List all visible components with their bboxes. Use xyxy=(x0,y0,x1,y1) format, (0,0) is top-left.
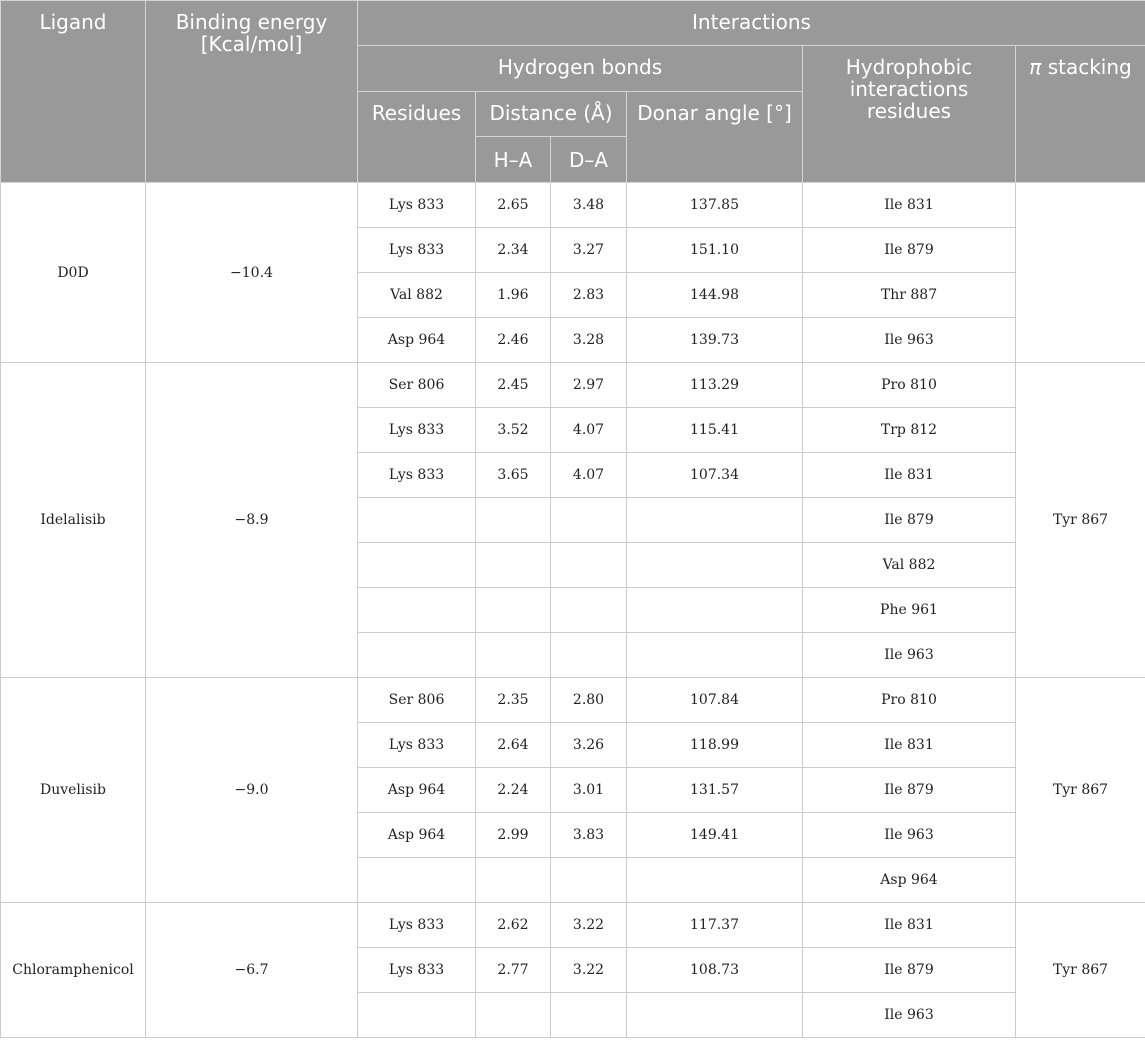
ha-distance-cell: 2.35 xyxy=(476,678,551,723)
pi-stacking-label: stacking xyxy=(1047,55,1132,79)
pi-stacking-cell: Tyr 867 xyxy=(1016,903,1145,1038)
ligand-cell: Chloramphenicol xyxy=(1,903,146,1038)
residue-cell xyxy=(358,543,476,588)
ha-distance-cell: 1.96 xyxy=(476,273,551,318)
donar-angle-cell: 139.73 xyxy=(627,318,803,363)
hydrophobic-residue-cell: Ile 879 xyxy=(803,498,1016,543)
ha-distance-cell xyxy=(476,588,551,633)
table-row xyxy=(1,678,1145,723)
donar-angle-cell: 117.37 xyxy=(627,903,803,948)
ha-distance-cell: 2.34 xyxy=(476,228,551,273)
ha-distance-cell: 2.65 xyxy=(476,183,551,228)
hydrophobic-residue-cell: Trp 812 xyxy=(803,408,1016,453)
residue-cell: Lys 833 xyxy=(358,408,476,453)
da-distance-cell: 3.27 xyxy=(551,228,627,273)
donar-angle-cell: 108.73 xyxy=(627,948,803,993)
da-distance-cell: 2.80 xyxy=(551,678,627,723)
residue-cell xyxy=(358,858,476,903)
hydrophobic-residue-cell: Ile 831 xyxy=(803,453,1016,498)
header-hydrogen-bonds: Hydrogen bonds xyxy=(358,46,803,92)
ligand-cell: Duvelisib xyxy=(1,678,146,903)
hydrophobic-residue-cell: Ile 831 xyxy=(803,723,1016,768)
donar-angle-cell: 118.99 xyxy=(627,723,803,768)
ha-distance-cell xyxy=(476,633,551,678)
header-binding-energy: Binding energy [Kcal/mol] xyxy=(146,1,358,183)
donar-angle-cell: 137.85 xyxy=(627,183,803,228)
binding-energy-cell: −6.7 xyxy=(146,903,358,1038)
residue-cell: Lys 833 xyxy=(358,453,476,498)
da-distance-cell: 3.48 xyxy=(551,183,627,228)
header-pi-stacking xyxy=(1016,46,1145,183)
donar-angle-cell xyxy=(627,633,803,678)
donar-angle-cell xyxy=(627,498,803,543)
hydrophobic-residue-cell: Pro 810 xyxy=(803,678,1016,723)
donar-angle-cell: 149.41 xyxy=(627,813,803,858)
da-distance-cell: 4.07 xyxy=(551,453,627,498)
header-donar-angle: Donar angle [°] xyxy=(627,92,803,183)
donar-angle-cell: 113.29 xyxy=(627,363,803,408)
header-interactions: Interactions xyxy=(358,1,1145,46)
hydrophobic-residue-cell: Phe 961 xyxy=(803,588,1016,633)
table-row xyxy=(1,363,1145,408)
ligand-cell: D0D xyxy=(1,183,146,363)
ha-distance-cell: 2.45 xyxy=(476,363,551,408)
residue-cell xyxy=(358,498,476,543)
pi-stacking-cell: Tyr 867 xyxy=(1016,363,1145,678)
residue-cell xyxy=(358,633,476,678)
header-distance: Distance (Å) xyxy=(476,92,627,137)
residue-cell: Lys 833 xyxy=(358,903,476,948)
binding-energy-cell: −10.4 xyxy=(146,183,358,363)
hydrophobic-residue-cell: Thr 887 xyxy=(803,273,1016,318)
da-distance-cell xyxy=(551,543,627,588)
da-distance-cell: 3.22 xyxy=(551,903,627,948)
ha-distance-cell: 3.65 xyxy=(476,453,551,498)
da-distance-cell: 3.83 xyxy=(551,813,627,858)
hydrophobic-residue-cell: Ile 879 xyxy=(803,948,1016,993)
hydrophobic-residue-cell: Ile 963 xyxy=(803,993,1016,1038)
header-d-a: D–A xyxy=(551,137,627,183)
da-distance-cell: 3.01 xyxy=(551,768,627,813)
hydrophobic-residue-cell: Ile 963 xyxy=(803,318,1016,363)
donar-angle-cell: 131.57 xyxy=(627,768,803,813)
ha-distance-cell: 2.62 xyxy=(476,903,551,948)
residue-cell: Lys 833 xyxy=(358,183,476,228)
residue-cell: Asp 964 xyxy=(358,768,476,813)
ha-distance-cell: 2.46 xyxy=(476,318,551,363)
pi-stacking-cell xyxy=(1016,183,1145,363)
residue-cell: Val 882 xyxy=(358,273,476,318)
residue-cell: Ser 806 xyxy=(358,363,476,408)
table-body xyxy=(1,183,1145,1038)
da-distance-cell: 3.26 xyxy=(551,723,627,768)
ha-distance-cell xyxy=(476,858,551,903)
donar-angle-cell: 107.84 xyxy=(627,678,803,723)
header-hydrophobic: Hydrophobic interactions residues xyxy=(803,46,1016,183)
donar-angle-cell xyxy=(627,858,803,903)
da-distance-cell xyxy=(551,498,627,543)
hydrophobic-residue-cell: Val 882 xyxy=(803,543,1016,588)
hydrophobic-residue-cell: Ile 831 xyxy=(803,183,1016,228)
donar-angle-cell: 115.41 xyxy=(627,408,803,453)
da-distance-cell: 3.22 xyxy=(551,948,627,993)
da-distance-cell: 2.97 xyxy=(551,363,627,408)
da-distance-cell: 3.28 xyxy=(551,318,627,363)
residue-cell: Lys 833 xyxy=(358,228,476,273)
residue-cell: Asp 964 xyxy=(358,318,476,363)
donar-angle-cell: 144.98 xyxy=(627,273,803,318)
ha-distance-cell xyxy=(476,993,551,1038)
ligand-cell: Idelalisib xyxy=(1,363,146,678)
ha-distance-cell: 2.99 xyxy=(476,813,551,858)
residue-cell: Asp 964 xyxy=(358,813,476,858)
header-h-a: H–A xyxy=(476,137,551,183)
residue-cell xyxy=(358,993,476,1038)
da-distance-cell: 2.83 xyxy=(551,273,627,318)
ha-distance-cell: 2.77 xyxy=(476,948,551,993)
hydrophobic-residue-cell: Ile 879 xyxy=(803,228,1016,273)
table-row xyxy=(1,183,1145,228)
table-header xyxy=(1,1,1145,183)
da-distance-cell xyxy=(551,993,627,1038)
hydrophobic-residue-cell: Ile 831 xyxy=(803,903,1016,948)
donar-angle-cell xyxy=(627,543,803,588)
table-row xyxy=(1,903,1145,948)
header-ligand: Ligand xyxy=(1,1,146,183)
ha-distance-cell: 2.24 xyxy=(476,768,551,813)
ha-distance-cell: 2.64 xyxy=(476,723,551,768)
ha-distance-cell xyxy=(476,498,551,543)
donar-angle-cell xyxy=(627,588,803,633)
residue-cell: Lys 833 xyxy=(358,723,476,768)
ha-distance-cell: 3.52 xyxy=(476,408,551,453)
hydrophobic-residue-cell: Asp 964 xyxy=(803,858,1016,903)
pi-stacking-cell: Tyr 867 xyxy=(1016,678,1145,903)
da-distance-cell: 4.07 xyxy=(551,408,627,453)
binding-energy-cell: −9.0 xyxy=(146,678,358,903)
binding-energy-cell: −8.9 xyxy=(146,363,358,678)
pi-symbol: π xyxy=(1029,55,1042,79)
residue-cell xyxy=(358,588,476,633)
header-residues: Residues xyxy=(358,92,476,183)
da-distance-cell xyxy=(551,858,627,903)
ha-distance-cell xyxy=(476,543,551,588)
da-distance-cell xyxy=(551,633,627,678)
hydrophobic-residue-cell: Ile 963 xyxy=(803,813,1016,858)
donar-angle-cell: 107.34 xyxy=(627,453,803,498)
residue-cell: Lys 833 xyxy=(358,948,476,993)
hydrophobic-residue-cell: Pro 810 xyxy=(803,363,1016,408)
donar-angle-cell: 151.10 xyxy=(627,228,803,273)
hydrophobic-residue-cell: Ile 963 xyxy=(803,633,1016,678)
hydrophobic-residue-cell: Ile 879 xyxy=(803,768,1016,813)
donar-angle-cell xyxy=(627,993,803,1038)
residue-cell: Ser 806 xyxy=(358,678,476,723)
da-distance-cell xyxy=(551,588,627,633)
